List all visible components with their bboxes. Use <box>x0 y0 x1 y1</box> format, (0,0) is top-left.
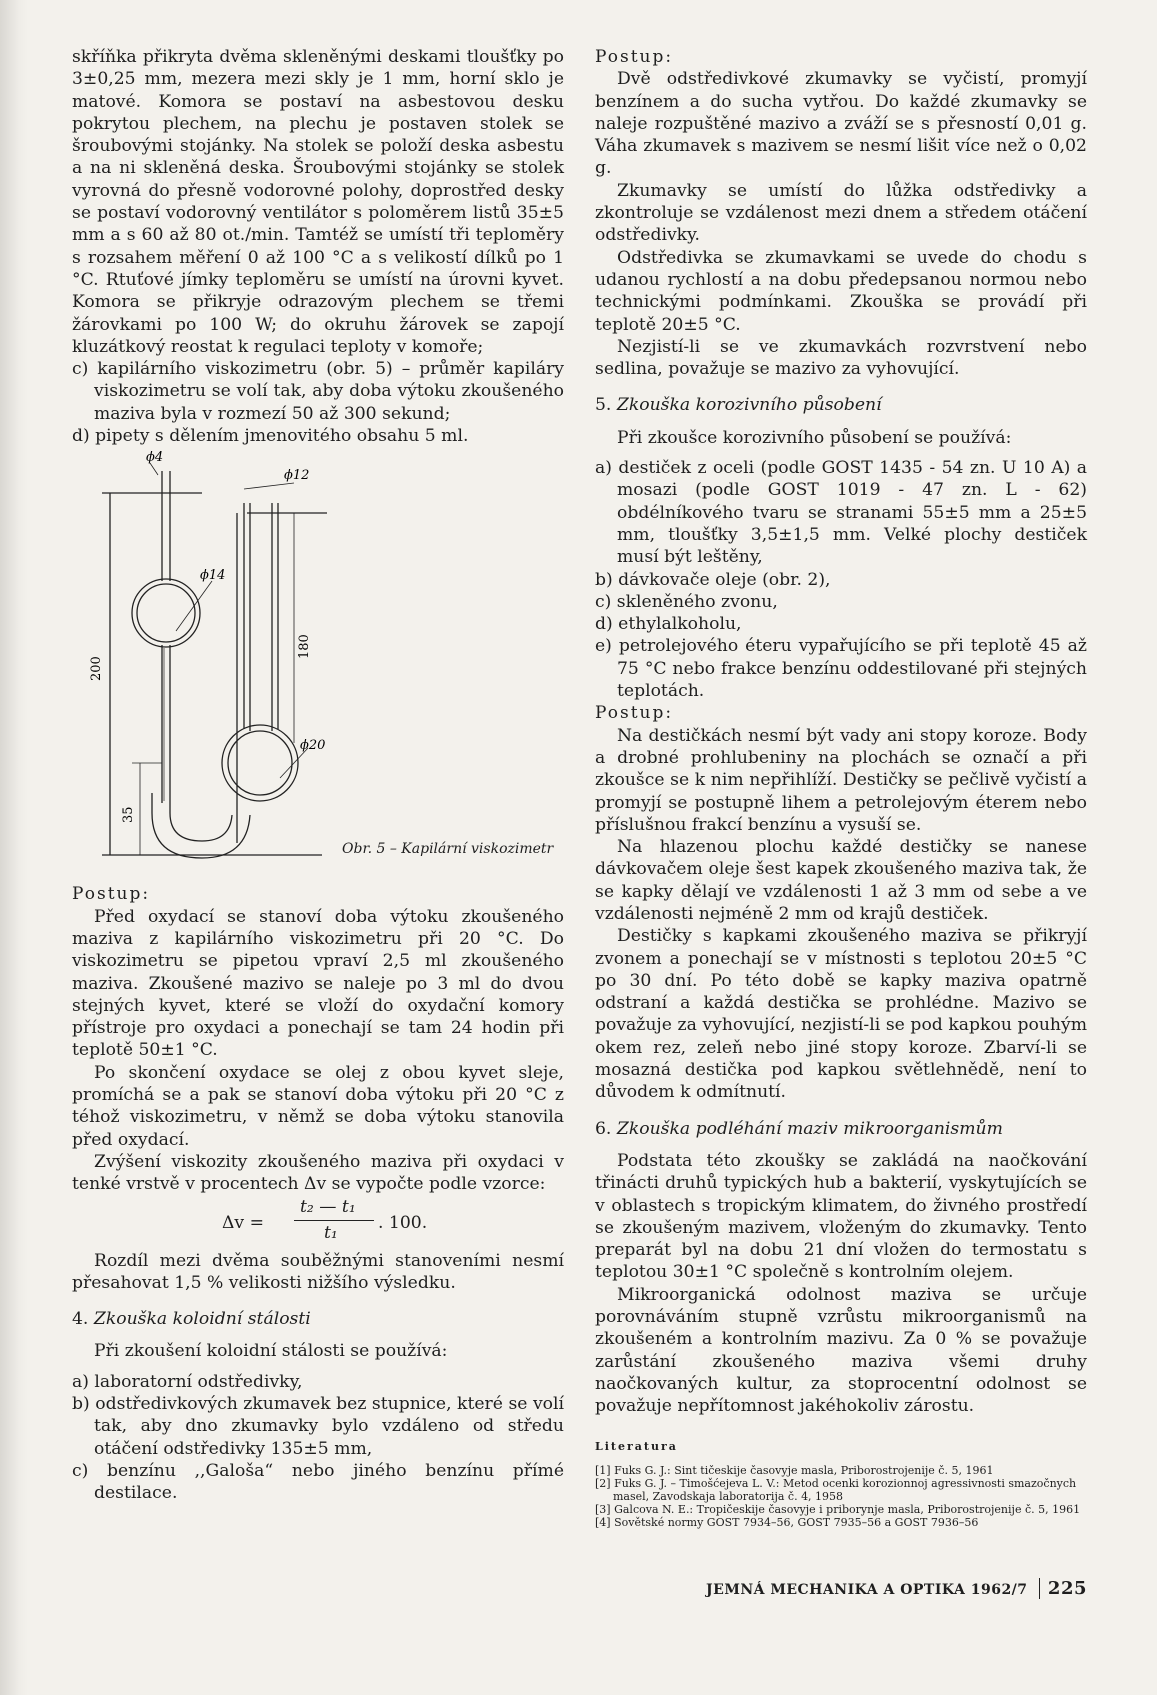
section-4-item-a: a) laboratorní odstředivky, <box>72 1371 303 1392</box>
postup-heading-left: Postup: <box>72 884 151 905</box>
figure-caption: Obr. 5 – Kapilární viskozimetr <box>342 841 554 858</box>
section-5-number: 5. <box>595 395 612 416</box>
section-5-item-c: c) skleněného zvonu, <box>595 591 778 612</box>
oxidation-paragraph-4: Rozdíl mezi dvěma souběžnými stanoveními nesmí přesahovat 1,5 % velikosti nižšího výsledku. <box>72 1250 564 1293</box>
oxidation-paragraph-1: Před oxydací se stanoví doba výtoku zkoušeného maziva z kapilárního viskozimetru při 20 °C. Do viskozimetru se pipetou vpraví 2,5 ml zkoušeného maziva. Zkoušené mazivo se naleje po 3 ml do dvou stejných kyvet, které se vloží do oxydační komory přístroje pro oxydaci a ponechají se tam 24 hodin při teplotě 50±1 °C. <box>72 906 564 1061</box>
left-column <box>72 46 564 1504</box>
viscosity-formula <box>72 1196 564 1244</box>
list-item-c: c) kapilárního viskozimetru (obr. 5) – průměr kapiláry viskozimetru se volí tak, aby doba výtoku zkoušeného maziva byla v rozmezí 50 až 300 sekund; <box>72 359 564 424</box>
corrosion-paragraph-2: Na hlazenou plochu každé destičky se nanese dávkovačem oleje šest kapek zkoušeného maziva tak, že se kapky dělají ve vzdálenosti 1 až 3 mm od sebe a ve vzdálenosti nejméně 2 mm od krajů destiček. <box>595 837 1087 924</box>
viscometer-drawing <box>72 450 564 883</box>
section-5-heading <box>595 394 1087 416</box>
dim-180-label: 180 <box>297 634 312 660</box>
dim-35-label: 35 <box>121 806 136 824</box>
section-4-item-c: c) benzínu ,,Galoša“ nebo jiného benzínu přímé destilace. <box>72 1460 564 1504</box>
microorganism-paragraph-1: Podstata této zkoušky se zakládá na naočkování třinácti druhů typických hub a bakterií, vyskytujících se v oblastech s tropickým klimatem, do živného prostředí se zkoušeným mazivem, vloženým do zkumavky. Tento preparát byl na dobu 21 dní vložen do termostatu s teplotou 30±1 °C společně s kontrolním olejem. <box>595 1150 1087 1283</box>
formula-lhs: Δv = <box>222 1212 264 1233</box>
list-item-d: d) pipety s dělením jmenovitého obsahu 5 ml. <box>72 426 469 447</box>
formula-denominator: t₁ <box>324 1222 338 1243</box>
reference-item: [3] Galcova N. E.: Tropičeskije časovyje i priborynje masla, Priborostrojenije č. 5, 1961 <box>595 1502 1081 1516</box>
centrifuge-paragraph-2: Zkumavky se umístí do lůžka odstředivky a zkontroluje se vzdálenost mezi dnem a středem otáčení odstředivky. <box>595 180 1087 246</box>
microorganism-paragraph-2: Mikroorganická odolnost maziva se určuje porovnáváním stupně vzrůstu mikroorganismů na zkoušeném a kontrolním mazivu. Za 0 % se považuje zarůstání zkoušeného maziva všemi druhy naočkovaných kultur, za stoprocentní odolnost se považuje nepřítomnost jakéhokoliv zárostu. <box>595 1284 1087 1417</box>
section-4-intro: Při zkoušení koloidní stálosti se používá: <box>94 1341 448 1362</box>
scan-edge-shadow <box>0 0 28 1695</box>
reference-item: [1] Fuks G. J.: Sint tičeskije časovyje masla, Priborostrojenije č. 5, 1961 <box>595 1463 994 1477</box>
section-4-item-b: b) odstředivkových zkumavek bez stupnice, které se volí tak, aby dno zkumavky bylo vzdáleno od středu otáčení odstředivky 135±5 mm, <box>72 1393 564 1459</box>
dim-14-label: ϕ14 <box>200 568 226 584</box>
literature-heading: Literatura <box>595 1439 678 1453</box>
section-6-heading <box>595 1118 1087 1140</box>
dim-4-label: ϕ4 <box>146 450 164 466</box>
viscometer-figure <box>72 450 564 883</box>
centrifuge-paragraph-3: Odstředivka se zkumavkami se uvede do chodu s udanou rychlostí a na dobu předepsanou normou nebo technickými podmínkami. Zkouška se provádí při teplotě 20±5 °C. <box>595 247 1087 335</box>
corrosion-paragraph-1: Na destičkách nesmí být vady ani stopy koroze. Body a drobné prohlubeniny na plochách se označí a při zkoušce se k nim nepřihlíží. Destičky se pečlivě vyčistí a promyjí se postupně lihem a petrolejovým éterem nebo příslušnou frakcí benzínu a vysuší se. <box>595 725 1087 835</box>
formula-fraction-bar <box>294 1220 374 1221</box>
postup-heading-right-2: Postup: <box>595 703 674 724</box>
section-6-title: Zkouška podléhání maziv mikroorganismům <box>616 1118 1003 1139</box>
journal-name: JEMNÁ MECHANIKA A OPTIKA 1962/7 <box>706 1582 1028 1598</box>
section-5-item-a: a) destiček z oceli (podle GOST 1435 - 54 zn. U 10 A) a mosazi (podle GOST 1019 - 47 zn. L - 62) obdélníkového tvaru se stranami 55±5 mm a 25±5 mm, tloušťky 3,5±1,5 mm. Velké plochy destiček musí být leštěny, <box>595 458 1087 568</box>
section-6-number: 6. <box>595 1118 612 1139</box>
dim-20-label: ϕ20 <box>300 738 326 754</box>
centrifuge-paragraph-1: Dvě odstředivkové zkumavky se vyčistí, promyjí benzínem a do sucha vytřou. Do každé zkumavky se naleje rozpuštěné mazivo a zváží se s přesností 0,01 g. Váha zkumavek s mazivem se nesmí lišit více než o 0,02 g. <box>595 69 1087 179</box>
section-5-item-b: b) dávkovače oleje (obr. 2), <box>595 569 831 590</box>
section-5-intro: Při zkoušce korozivního působení se používá: <box>617 427 1012 448</box>
oxidation-paragraph-2: Po skončení oxydace se olej z obou kyvet sleje, promíchá se a pak se stanoví doba výtoku při 20 °C z téhož viskozimetru, v němž se doba výtoku stanovila před oxydací. <box>72 1062 564 1150</box>
corrosion-paragraph-3: Destičky s kapkami zkoušeného maziva se přikryjí zvonem a ponechají se v místnosti s teplotou 20±5 °C po 30 dní. Po této době se kapky maziva opatrně odstraní a každá destička se prohlédne. Mazivo se považuje za vyhovující, nezjistí-li se pod kapkou pouhým okem rez, zeleň nebo jiné stopy koroze. Zbarví-li se mosazná destička pod kapkou světlehnědě, není to důvodem k odmítnutí. <box>595 926 1087 1103</box>
section-4-number: 4. <box>72 1309 89 1330</box>
dim-12-label: ϕ12 <box>284 468 310 484</box>
right-column <box>595 46 1087 1529</box>
section-5-item-d: d) ethylalkoholu, <box>595 614 742 635</box>
section-5-item-e: e) petrolejového éteru vypařujícího se při teplotě 45 až 75 °C nebo frakce benzínu oddestilované při stejných teplotách. <box>595 636 1087 702</box>
formula-numerator: t₂ — t₁ <box>300 1196 356 1217</box>
page-footer <box>706 1578 1087 1599</box>
postup-heading-right-1: Postup: <box>595 47 674 67</box>
section-4-heading <box>72 1308 564 1330</box>
section-4-title: Zkouška koloidní stálosti <box>93 1309 311 1330</box>
intro-paragraph: skříňka přikryta dvěma skleněnými deskami tloušťky po 3±0,25 mm, mezera mezi skly je 1 mm, horní sklo je matové. Komora se postaví na asbestovou desku pokrytou plechem, na plechu je postaven stolek se šroubovými stojánky. Na stolek se položí deska asbestu a na ni skleněná deska. Šroubovými stojánky se stolek vyrovná do přesně vodorovné polohy, doprostřed desky se postaví vodorovný ventilátor s poloměrem listů 35±5 mm a s 60 až 80 ot./min. Tamtéž se umístí tři teploměry s rozsahem měření 0 až 100 °C a s velikostí dílků po 1 °C. Rtuťové jímky teploměru se umístí na úrovni kyvet. Komora se přikryje odrazovým plechem se třemi žárovkami po 100 W; do okruhu žárovek se zapojí kluzátkový reostat k regulaci teploty v komoře; <box>72 47 564 357</box>
centrifuge-paragraph-4: Nezjistí-li se ve zkumavkách rozvrstvení nebo sedlina, považuje se mazivo za vyhovující. <box>595 336 1087 380</box>
reference-item: [2] Fuks G. J. – Timošćejeva L. V.: Metod ocenki korozionnoj agressivnosti smazočnych masel, Zavodskaja laboratorija č. 4, 1958 <box>595 1476 1077 1503</box>
formula-rhs: . 100. <box>378 1212 428 1233</box>
dim-200-label: 200 <box>89 656 104 682</box>
reference-item: [4] Sovětské normy GOST 7934–56, GOST 7935–56 a GOST 7936–56 <box>595 1515 979 1529</box>
oxidation-paragraph-3: Zvýšení viskozity zkoušeného maziva při oxydaci v tenké vrstvě v procentech Δv se vypočte podle vzorce: <box>72 1151 564 1195</box>
section-5-title: Zkouška korozivního působení <box>616 395 882 416</box>
page-number: 225 <box>1039 1578 1087 1599</box>
